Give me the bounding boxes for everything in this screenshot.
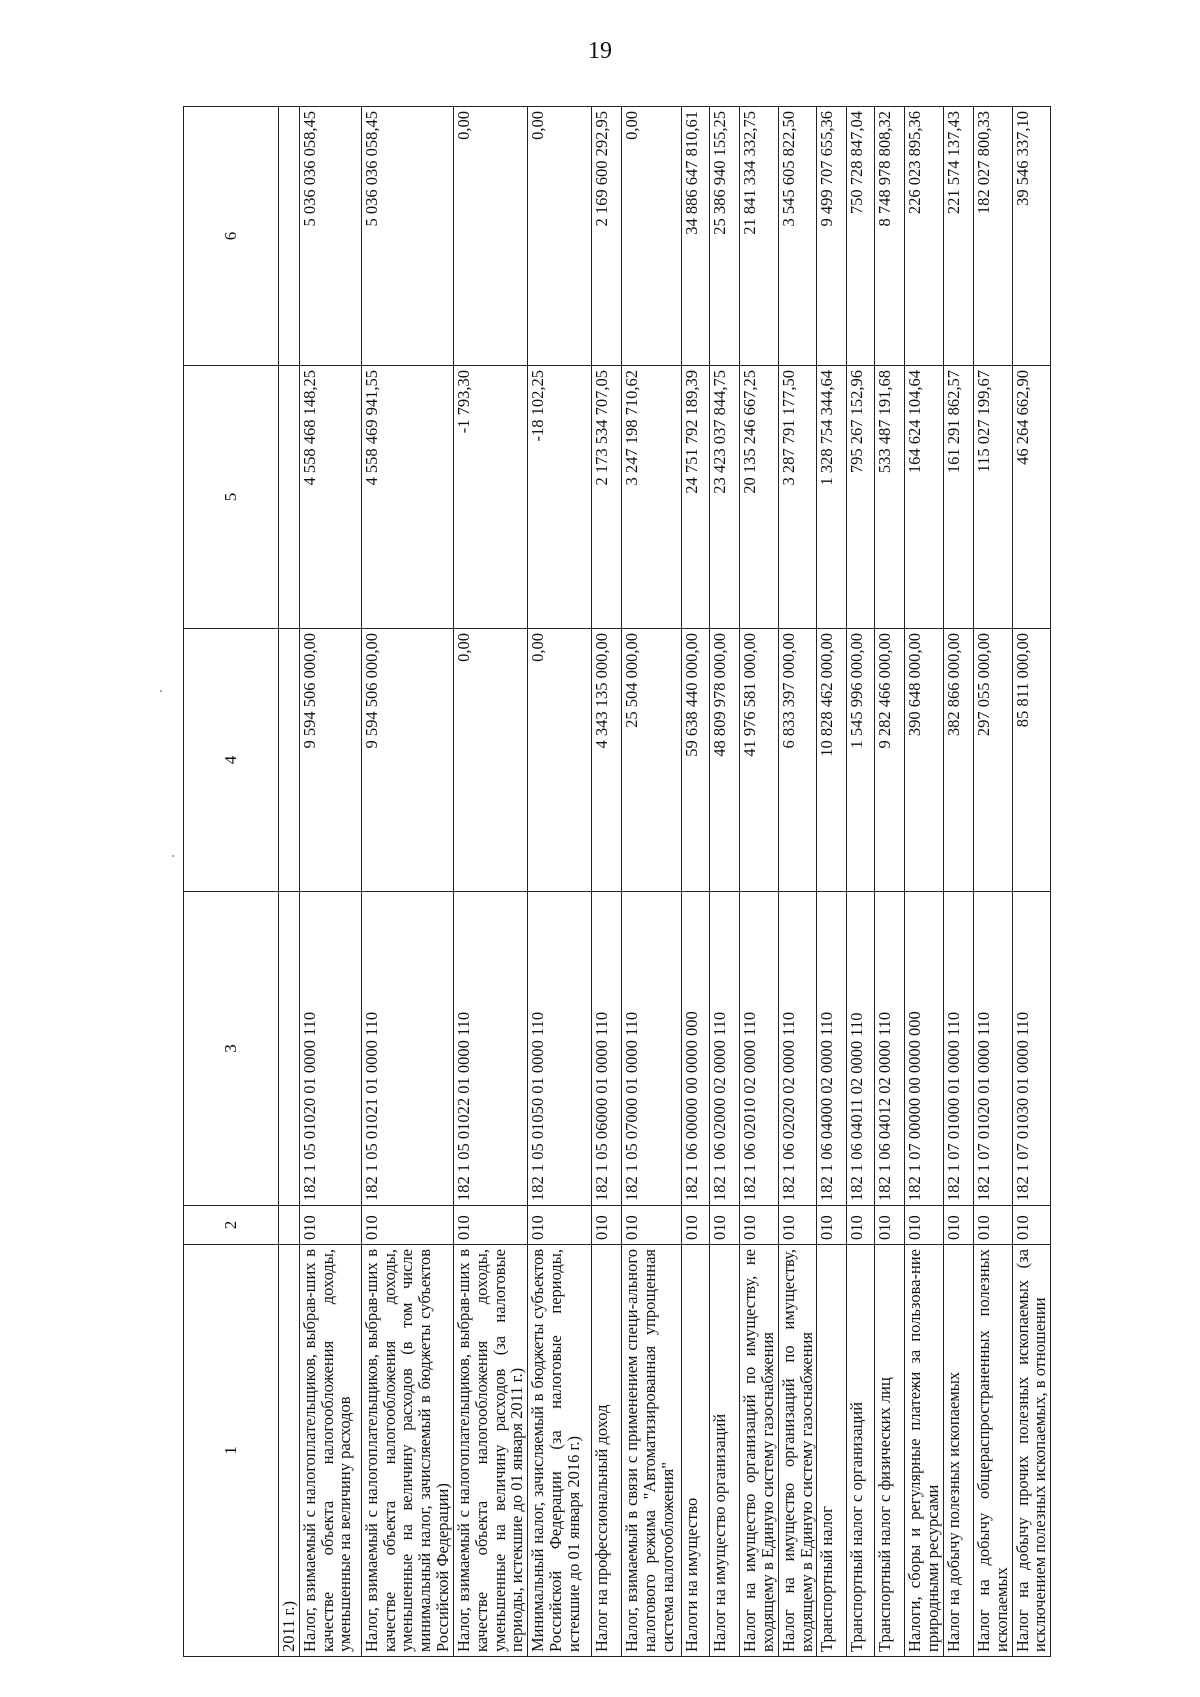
column-header: 4 (184, 629, 279, 892)
empty-cell (279, 1206, 300, 1245)
tax-name-cell: Налог, взимаемый с налогоплательщиков, выбрав-ших в качестве объекта налогообложения доходы, уменьшенные на величину расходов (за налоговые периоды, истекшие до 01 января 2011 г.) (453, 1245, 527, 1657)
executed-amount-cell: 533 487 191,68 (875, 366, 905, 629)
unexecuted-amount-cell: 0,00 (453, 107, 527, 366)
empty-cell (279, 629, 300, 892)
approved-amount-cell: 4 343 135 000,00 (592, 629, 622, 892)
rotated-table-container (183, 107, 1183, 1657)
table-row (974, 107, 1013, 1657)
budget-code-cell: 182 1 06 02000 02 0000 110 (710, 892, 740, 1206)
line-code-cell: 010 (905, 1206, 944, 1245)
executed-amount-cell: 164 624 104,64 (905, 366, 944, 629)
approved-amount-cell: 10 828 462 000,00 (817, 629, 847, 892)
unexecuted-amount-cell: 221 574 137,43 (944, 107, 974, 366)
continuation-row (279, 107, 300, 1657)
line-code-cell: 010 (682, 1206, 710, 1245)
line-code-cell: 010 (778, 1206, 817, 1245)
unexecuted-amount-cell: 8 748 978 808,32 (875, 107, 905, 366)
unexecuted-amount-cell: 0,00 (528, 107, 592, 366)
line-code-cell: 010 (944, 1206, 974, 1245)
executed-amount-cell: 4 558 469 941,55 (361, 366, 453, 629)
executed-amount-cell: 115 027 199,67 (974, 366, 1013, 629)
executed-amount-cell: -1 793,30 (453, 366, 527, 629)
approved-amount-cell: 25 504 000,00 (622, 629, 682, 892)
tax-name-cell: Налог, взимаемый с налогоплательщиков, выбрав-ших в качестве объекта налогообложения доходы, уменьшенные на величину расходов (299, 1245, 361, 1657)
column-header: 5 (184, 366, 279, 629)
table-row (622, 107, 682, 1657)
approved-amount-cell: 85 811 000,00 (1012, 629, 1051, 892)
budget-code-cell: 182 1 05 01050 01 0000 110 (528, 892, 592, 1206)
table-row (875, 107, 905, 1657)
approved-amount-cell: 9 594 506 000,00 (299, 629, 361, 892)
budget-code-cell: 182 1 07 01030 01 0000 110 (1012, 892, 1051, 1206)
table-row (528, 107, 592, 1657)
line-code-cell: 010 (974, 1206, 1013, 1245)
tax-name-cell: Налоги, сборы и регулярные платежи за пользова-ние природными ресурсами (905, 1245, 944, 1657)
scan-artifact-dot (172, 855, 174, 857)
unexecuted-amount-cell: 21 841 334 332,75 (740, 107, 779, 366)
tax-name-cell: Налог на имущество организаций (710, 1245, 740, 1657)
approved-amount-cell: 390 648 000,00 (905, 629, 944, 892)
page-number: 19 (588, 38, 612, 64)
approved-amount-cell: 0,00 (453, 629, 527, 892)
column-header: 2 (184, 1206, 279, 1245)
unexecuted-amount-cell: 5 036 036 058,45 (299, 107, 361, 366)
budget-code-cell: 182 1 06 02020 02 0000 110 (778, 892, 817, 1206)
unexecuted-amount-cell: 3 545 605 822,50 (778, 107, 817, 366)
budget-code-cell: 182 1 05 01022 01 0000 110 (453, 892, 527, 1206)
empty-cell (279, 107, 300, 366)
line-code-cell: 010 (847, 1206, 875, 1245)
budget-code-cell: 182 1 05 06000 01 0000 110 (592, 892, 622, 1206)
approved-amount-cell: 0,00 (528, 629, 592, 892)
table-header-row (184, 107, 279, 1657)
budget-code-cell: 182 1 07 01020 01 0000 110 (974, 892, 1013, 1206)
approved-amount-cell: 297 055 000,00 (974, 629, 1013, 892)
unexecuted-amount-cell: 39 546 337,10 (1012, 107, 1051, 366)
continuation-text: 2011 г.) (279, 1245, 300, 1657)
executed-amount-cell: 3 247 198 710,62 (622, 366, 682, 629)
line-code-cell: 010 (710, 1206, 740, 1245)
table-row (817, 107, 847, 1657)
unexecuted-amount-cell: 750 728 847,04 (847, 107, 875, 366)
approved-amount-cell: 9 594 506 000,00 (361, 629, 453, 892)
tax-name-cell: Налог на добычу общераспространенных полезных ископаемых (974, 1245, 1013, 1657)
unexecuted-amount-cell: 0,00 (622, 107, 682, 366)
approved-amount-cell: 9 282 466 000,00 (875, 629, 905, 892)
table-row (682, 107, 710, 1657)
line-code-cell: 010 (1012, 1206, 1051, 1245)
tax-name-cell: Налог на имущество организаций по имуществу, не входящему в Единую систему газоснабжения (740, 1245, 779, 1657)
line-code-cell: 010 (740, 1206, 779, 1245)
budget-code-cell: 182 1 05 07000 01 0000 110 (622, 892, 682, 1206)
empty-cell (279, 892, 300, 1206)
budget-code-cell: 182 1 06 00000 00 0000 000 (682, 892, 710, 1206)
column-header: 3 (184, 892, 279, 1206)
line-code-cell: 010 (361, 1206, 453, 1245)
tax-name-cell: Транспортный налог с организаций (847, 1245, 875, 1657)
executed-amount-cell: 1 328 754 344,64 (817, 366, 847, 629)
executed-amount-cell: 2 173 534 707,05 (592, 366, 622, 629)
tax-name-cell: Налог на добычу прочих полезных ископаемых (за исключением полезных ископаемых, в отношении (1012, 1245, 1051, 1657)
table-row (944, 107, 974, 1657)
unexecuted-amount-cell: 9 499 707 655,36 (817, 107, 847, 366)
budget-code-cell: 182 1 06 04012 02 0000 110 (875, 892, 905, 1206)
line-code-cell: 010 (817, 1206, 847, 1245)
table-row (299, 107, 361, 1657)
executed-amount-cell: 20 135 246 667,25 (740, 366, 779, 629)
approved-amount-cell: 382 866 000,00 (944, 629, 974, 892)
scan-artifact-dot (160, 690, 162, 692)
executed-amount-cell: 23 423 037 844,75 (710, 366, 740, 629)
tax-name-cell: Минимальный налог, зачисляемый в бюджеты субъектов Российской Федерации (за налоговые периоды, истекшие до 01 января 2016 г.) (528, 1245, 592, 1657)
tax-name-cell: Налог на добычу полезных ископаемых (944, 1245, 974, 1657)
executed-amount-cell: 4 558 468 148,25 (299, 366, 361, 629)
table-row (778, 107, 817, 1657)
executed-amount-cell: -18 102,25 (528, 366, 592, 629)
table-row (710, 107, 740, 1657)
table-row (592, 107, 622, 1657)
unexecuted-amount-cell: 25 386 940 155,25 (710, 107, 740, 366)
executed-amount-cell: 795 267 152,96 (847, 366, 875, 629)
budget-code-cell: 182 1 06 02010 02 0000 110 (740, 892, 779, 1206)
approved-amount-cell: 41 976 581 000,00 (740, 629, 779, 892)
approved-amount-cell: 59 638 440 000,00 (682, 629, 710, 892)
approved-amount-cell: 1 545 996 000,00 (847, 629, 875, 892)
budget-code-cell: 182 1 06 04000 02 0000 110 (817, 892, 847, 1206)
tax-name-cell: Налог, взимаемый с налогоплательщиков, выбрав-ших в качестве объекта налогообложения доходы, уменьшенные на величину расходов (в том числе минимальный налог, зачисляемый в бюджеты субъектов Российской Федерации) (361, 1245, 453, 1657)
tax-name-cell: Налоги на имущество (682, 1245, 710, 1657)
line-code-cell: 010 (592, 1206, 622, 1245)
tax-name-cell: Транспортный налог с физических лиц (875, 1245, 905, 1657)
line-code-cell: 010 (528, 1206, 592, 1245)
approved-amount-cell: 48 809 978 000,00 (710, 629, 740, 892)
budget-code-cell: 182 1 06 04011 02 0000 110 (847, 892, 875, 1206)
unexecuted-amount-cell: 226 023 895,36 (905, 107, 944, 366)
tax-name-cell: Налог, взимаемый в связи с применением специ-ального налогового режима "Автоматизированная упрощенная система налогообложения" (622, 1245, 682, 1657)
executed-amount-cell: 24 751 792 189,39 (682, 366, 710, 629)
approved-amount-cell: 6 833 397 000,00 (778, 629, 817, 892)
column-header: 6 (184, 107, 279, 366)
table-row (453, 107, 527, 1657)
executed-amount-cell: 161 291 862,57 (944, 366, 974, 629)
executed-amount-cell: 46 264 662,90 (1012, 366, 1051, 629)
column-header: 1 (184, 1245, 279, 1657)
table-row (361, 107, 453, 1657)
line-code-cell: 010 (622, 1206, 682, 1245)
line-code-cell: 010 (453, 1206, 527, 1245)
unexecuted-amount-cell: 34 886 647 810,61 (682, 107, 710, 366)
table-row (905, 107, 944, 1657)
table-row (740, 107, 779, 1657)
unexecuted-amount-cell: 182 027 800,33 (974, 107, 1013, 366)
unexecuted-amount-cell: 2 169 600 292,95 (592, 107, 622, 366)
budget-code-cell: 182 1 05 01021 01 0000 110 (361, 892, 453, 1206)
line-code-cell: 010 (875, 1206, 905, 1245)
line-code-cell: 010 (299, 1206, 361, 1245)
budget-code-cell: 182 1 07 01000 01 0000 110 (944, 892, 974, 1206)
executed-amount-cell: 3 287 791 177,50 (778, 366, 817, 629)
budget-code-cell: 182 1 07 00000 00 0000 000 (905, 892, 944, 1206)
tax-name-cell: Налог на профессиональный доход (592, 1245, 622, 1657)
budget-code-cell: 182 1 05 01020 01 0000 110 (299, 892, 361, 1206)
tax-name-cell: Налог на имущество организаций по имуществу, входящему в Единую систему газоснабжения (778, 1245, 817, 1657)
empty-cell (279, 366, 300, 629)
tax-name-cell: Транспортный налог (817, 1245, 847, 1657)
table-row (1012, 107, 1051, 1657)
table-row (847, 107, 875, 1657)
tax-revenue-table (183, 106, 1051, 1657)
unexecuted-amount-cell: 5 036 036 058,45 (361, 107, 453, 366)
